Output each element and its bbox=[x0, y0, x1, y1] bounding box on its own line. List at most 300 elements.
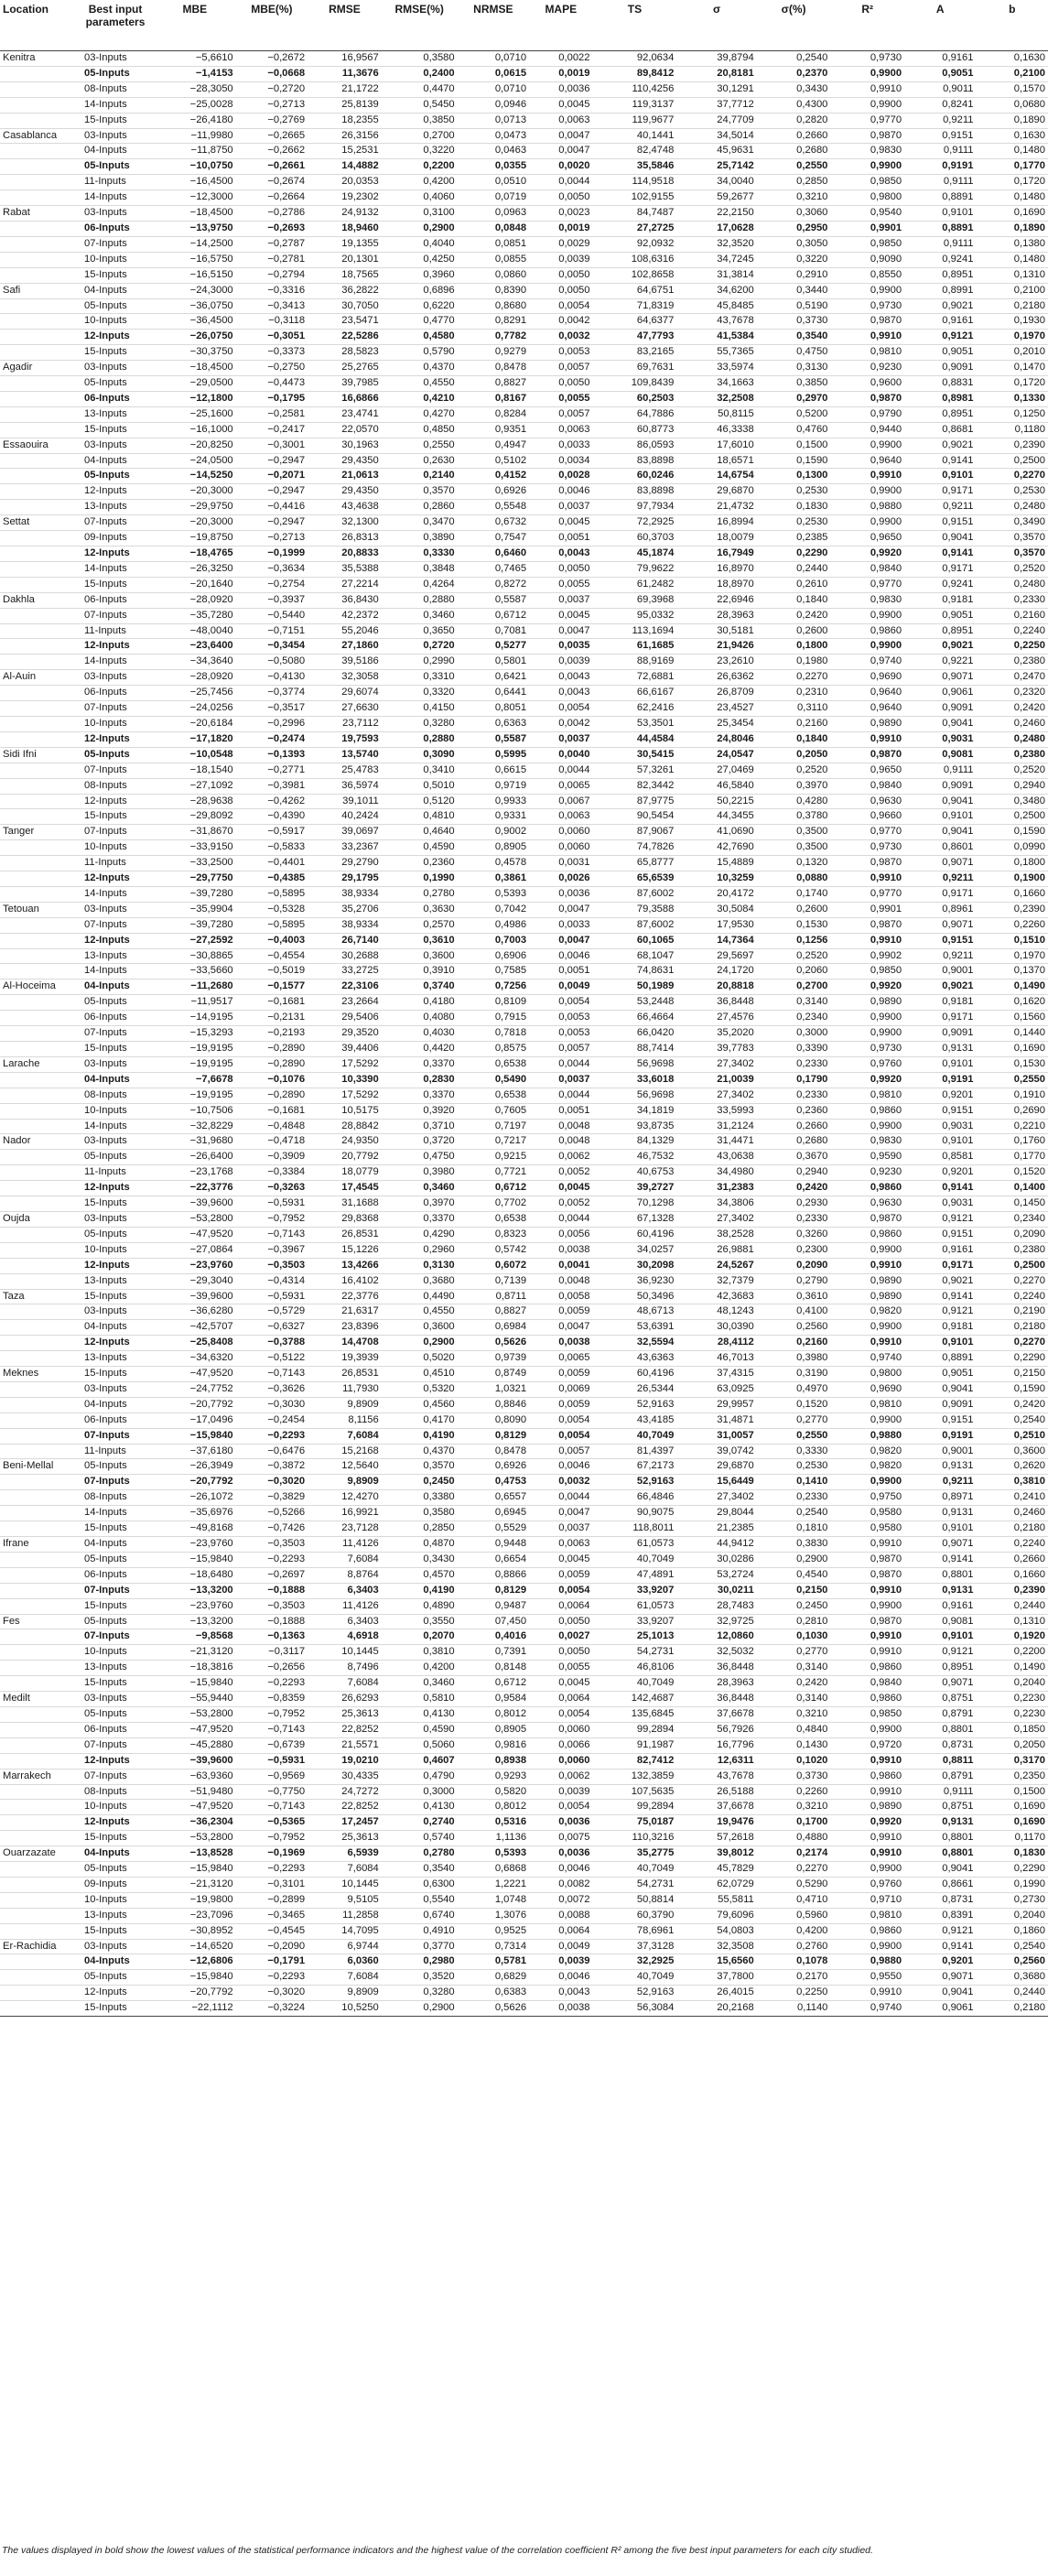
cell-sigma: 15,4889 bbox=[676, 856, 756, 871]
cell-input: 15-Inputs bbox=[77, 1289, 154, 1304]
cell-sigma-pct: 0,3330 bbox=[757, 1444, 831, 1459]
cell-rmse: 39,7985 bbox=[308, 376, 382, 392]
cell-ts: 52,9163 bbox=[593, 1475, 677, 1490]
cell-r2: 0,9830 bbox=[830, 592, 904, 608]
cell-b: 0,2340 bbox=[976, 1211, 1048, 1227]
table-row bbox=[0, 608, 1048, 623]
cell-sigma: 45,7829 bbox=[676, 1862, 756, 1878]
cell-sigma-pct: 0,2940 bbox=[757, 1165, 831, 1181]
cell-rmse-pct: 0,3520 bbox=[382, 1970, 458, 1986]
cell-sigma: 30,0390 bbox=[676, 1320, 756, 1336]
cell-mape: 0,0029 bbox=[529, 236, 592, 252]
cell-mbe: −47,9520 bbox=[154, 1800, 236, 1815]
cell-mbe-pct: −0,4416 bbox=[236, 500, 308, 515]
cell-mape: 0,0047 bbox=[529, 933, 592, 948]
cell-sigma-pct: 0,1980 bbox=[757, 655, 831, 670]
cell-mbe: −10,0548 bbox=[154, 747, 236, 763]
cell-a: 0,8951 bbox=[904, 267, 976, 283]
cell-input: 05-Inputs bbox=[77, 995, 154, 1011]
cell-a: 0,9061 bbox=[904, 2001, 976, 2017]
cell-a: 0,8601 bbox=[904, 840, 976, 856]
cell-sigma: 16,8994 bbox=[676, 515, 756, 531]
cell-sigma-pct: 0,1020 bbox=[757, 1753, 831, 1769]
cell-sigma: 21,0039 bbox=[676, 1072, 756, 1088]
cell-location bbox=[0, 1676, 77, 1692]
cell-rmse: 39,5186 bbox=[308, 655, 382, 670]
cell-b: 0,2420 bbox=[976, 701, 1048, 717]
cell-sigma-pct: 0,1700 bbox=[757, 1815, 831, 1831]
cell-mbe-pct: −0,3909 bbox=[236, 1150, 308, 1165]
cell-nrmse: 0,6868 bbox=[458, 1862, 529, 1878]
cell-b: 0,3570 bbox=[976, 531, 1048, 547]
cell-ts: 119,3137 bbox=[593, 97, 677, 113]
cell-location bbox=[0, 1954, 77, 1970]
cell-sigma-pct: 0,2900 bbox=[757, 1552, 831, 1567]
cell-nrmse: 0,0848 bbox=[458, 221, 529, 236]
cell-rmse-pct: 0,3680 bbox=[382, 1273, 458, 1289]
cell-mape: 0,0026 bbox=[529, 871, 592, 887]
table-row bbox=[0, 1273, 1048, 1289]
cell-sigma-pct: 0,2600 bbox=[757, 623, 831, 639]
cell-input: 14-Inputs bbox=[77, 561, 154, 577]
cell-a: 0,9021 bbox=[904, 639, 976, 655]
cell-rmse: 6,5939 bbox=[308, 1846, 382, 1862]
cell-mbe: −53,2800 bbox=[154, 1706, 236, 1722]
cell-a: 0,9151 bbox=[904, 1103, 976, 1119]
table-row bbox=[0, 406, 1048, 422]
cell-location bbox=[0, 1258, 77, 1273]
cell-ts: 66,4664 bbox=[593, 1011, 677, 1026]
table-row bbox=[0, 1490, 1048, 1506]
cell-location bbox=[0, 886, 77, 902]
cell-b: 0,1310 bbox=[976, 1614, 1048, 1629]
cell-b: 0,1910 bbox=[976, 1088, 1048, 1103]
cell-input: 03-Inputs bbox=[77, 1134, 154, 1150]
cell-ts: 83,2165 bbox=[593, 345, 677, 361]
cell-a: 0,8991 bbox=[904, 283, 976, 298]
cell-a: 0,9021 bbox=[904, 438, 976, 453]
cell-sigma: 31,3814 bbox=[676, 267, 756, 283]
cell-nrmse: 0,7391 bbox=[458, 1645, 529, 1661]
cell-rmse-pct: 0,4200 bbox=[382, 1661, 458, 1676]
cell-ts: 61,2482 bbox=[593, 577, 677, 592]
cell-sigma: 30,5181 bbox=[676, 623, 756, 639]
cell-rmse: 30,2688 bbox=[308, 948, 382, 964]
table-row bbox=[0, 206, 1048, 222]
cell-mape: 0,0051 bbox=[529, 1103, 592, 1119]
cell-nrmse: 0,7465 bbox=[458, 561, 529, 577]
cell-b: 0,1370 bbox=[976, 964, 1048, 980]
cell-rmse: 22,0570 bbox=[308, 422, 382, 438]
cell-input: 10-Inputs bbox=[77, 1103, 154, 1119]
cell-rmse-pct: 0,2700 bbox=[382, 128, 458, 144]
cell-sigma-pct: 0,2540 bbox=[757, 51, 831, 67]
cell-mape: 0,0048 bbox=[529, 1134, 592, 1150]
table-row bbox=[0, 1134, 1048, 1150]
cell-b: 0,2500 bbox=[976, 1258, 1048, 1273]
cell-a: 0,9121 bbox=[904, 1923, 976, 1939]
cell-sigma-pct: 0,2910 bbox=[757, 267, 831, 283]
cell-mbe-pct: −0,4130 bbox=[236, 670, 308, 686]
cell-rmse: 36,5974 bbox=[308, 778, 382, 794]
cell-b: 0,1560 bbox=[976, 1011, 1048, 1026]
cell-r2: 0,9910 bbox=[830, 330, 904, 345]
cell-rmse-pct: 0,2720 bbox=[382, 639, 458, 655]
cell-r2: 0,9910 bbox=[830, 1753, 904, 1769]
cell-input: 14-Inputs bbox=[77, 97, 154, 113]
cell-r2: 0,9740 bbox=[830, 1351, 904, 1367]
cell-b: 0,1770 bbox=[976, 159, 1048, 175]
cell-rmse-pct: 0,2740 bbox=[382, 1815, 458, 1831]
cell-mbe-pct: −0,2750 bbox=[236, 361, 308, 376]
cell-mbe-pct: −0,5931 bbox=[236, 1753, 308, 1769]
cell-mbe: −1,4153 bbox=[154, 66, 236, 81]
cell-b: 0,2510 bbox=[976, 1428, 1048, 1444]
cell-location bbox=[0, 1412, 77, 1428]
cell-b: 0,1510 bbox=[976, 933, 1048, 948]
cell-sigma: 37,6678 bbox=[676, 1800, 756, 1815]
cell-rmse-pct: 0,4060 bbox=[382, 190, 458, 206]
table-row bbox=[0, 438, 1048, 453]
cell-mbe: −36,4500 bbox=[154, 314, 236, 330]
cell-r2: 0,9900 bbox=[830, 438, 904, 453]
cell-r2: 0,9760 bbox=[830, 1056, 904, 1072]
cell-location: Meknes bbox=[0, 1367, 77, 1382]
cell-ts: 52,9163 bbox=[593, 1986, 677, 2001]
cell-r2: 0,9860 bbox=[830, 623, 904, 639]
cell-ts: 60,3790 bbox=[593, 1908, 677, 1923]
cell-r2: 0,9650 bbox=[830, 763, 904, 778]
table-row bbox=[0, 731, 1048, 747]
cell-mbe: −19,9800 bbox=[154, 1892, 236, 1908]
cell-sigma-pct: 0,2170 bbox=[757, 1970, 831, 1986]
table-row bbox=[0, 871, 1048, 887]
table-row bbox=[0, 1753, 1048, 1769]
cell-mbe-pct: −0,0668 bbox=[236, 66, 308, 81]
cell-input: 10-Inputs bbox=[77, 1800, 154, 1815]
cell-mbe-pct: −0,2454 bbox=[236, 1412, 308, 1428]
table-row bbox=[0, 933, 1048, 948]
cell-rmse: 30,7050 bbox=[308, 298, 382, 314]
cell-location bbox=[0, 1165, 77, 1181]
table-row bbox=[0, 655, 1048, 670]
cell-mape: 0,0042 bbox=[529, 314, 592, 330]
cell-input: 12-Inputs bbox=[77, 1815, 154, 1831]
cell-mape: 0,0044 bbox=[529, 1056, 592, 1072]
cell-ts: 113,1694 bbox=[593, 623, 677, 639]
cell-rmse: 31,1688 bbox=[308, 1196, 382, 1212]
cell-mbe-pct: −0,4545 bbox=[236, 1923, 308, 1939]
cell-b: 0,2260 bbox=[976, 917, 1048, 933]
cell-sigma: 24,0547 bbox=[676, 747, 756, 763]
cell-mbe-pct: −0,3051 bbox=[236, 330, 308, 345]
cell-sigma-pct: 0,3610 bbox=[757, 1289, 831, 1304]
table-row bbox=[0, 809, 1048, 825]
cell-sigma-pct: 0,3730 bbox=[757, 1769, 831, 1784]
cell-rmse-pct: 0,3770 bbox=[382, 1939, 458, 1954]
cell-nrmse: 0,5801 bbox=[458, 655, 529, 670]
cell-r2: 0,9870 bbox=[830, 1567, 904, 1583]
cell-mbe-pct: −0,3118 bbox=[236, 314, 308, 330]
cell-mbe: −19,9195 bbox=[154, 1056, 236, 1072]
cell-mbe: −32,8229 bbox=[154, 1119, 236, 1134]
cell-location: Tetouan bbox=[0, 902, 77, 917]
cell-mbe: −26,0750 bbox=[154, 330, 236, 345]
cell-nrmse: 0,6383 bbox=[458, 1986, 529, 2001]
cell-mbe: −26,4180 bbox=[154, 113, 236, 128]
cell-a: 0,9021 bbox=[904, 1273, 976, 1289]
cell-rmse: 39,0697 bbox=[308, 825, 382, 840]
cell-rmse: 27,1860 bbox=[308, 639, 382, 655]
cell-nrmse: 0,0355 bbox=[458, 159, 529, 175]
cell-input: 13-Inputs bbox=[77, 1351, 154, 1367]
table-row bbox=[0, 1877, 1048, 1892]
cell-sigma: 54,0803 bbox=[676, 1923, 756, 1939]
cell-mape: 0,0037 bbox=[529, 500, 592, 515]
cell-mbe: −39,9600 bbox=[154, 1289, 236, 1304]
cell-mbe: −18,1540 bbox=[154, 763, 236, 778]
cell-b: 0,2380 bbox=[976, 747, 1048, 763]
cell-mbe: −18,4500 bbox=[154, 361, 236, 376]
cell-input: 08-Inputs bbox=[77, 1490, 154, 1506]
cell-ts: 35,5846 bbox=[593, 159, 677, 175]
cell-a: 0,9141 bbox=[904, 1289, 976, 1304]
cell-input: 15-Inputs bbox=[77, 345, 154, 361]
cell-rmse: 10,1445 bbox=[308, 1877, 382, 1892]
cell-mbe: −12,1800 bbox=[154, 391, 236, 406]
cell-input: 12-Inputs bbox=[77, 547, 154, 562]
cell-b: 0,2540 bbox=[976, 1939, 1048, 1954]
cell-location bbox=[0, 1397, 77, 1412]
cell-b: 0,1900 bbox=[976, 871, 1048, 887]
cell-input: 07-Inputs bbox=[77, 825, 154, 840]
table-row bbox=[0, 1304, 1048, 1320]
cell-mbe: −11,2680 bbox=[154, 980, 236, 995]
cell-rmse: 25,3613 bbox=[308, 1706, 382, 1722]
cell-b: 0,2480 bbox=[976, 500, 1048, 515]
cell-ts: 44,4584 bbox=[593, 731, 677, 747]
cell-mbe: −31,9680 bbox=[154, 1134, 236, 1150]
cell-mape: 0,0019 bbox=[529, 66, 592, 81]
cell-sigma-pct: 0,3000 bbox=[757, 1026, 831, 1042]
cell-mape: 0,0045 bbox=[529, 608, 592, 623]
cell-b: 0,1830 bbox=[976, 1846, 1048, 1862]
cell-b: 0,2380 bbox=[976, 1242, 1048, 1258]
cell-nrmse: 0,9215 bbox=[458, 1150, 529, 1165]
cell-mbe: −19,9195 bbox=[154, 1088, 236, 1103]
cell-ts: 109,8439 bbox=[593, 376, 677, 392]
cell-mbe-pct: −0,3829 bbox=[236, 1490, 308, 1506]
cell-b: 0,2410 bbox=[976, 1490, 1048, 1506]
table-row bbox=[0, 1336, 1048, 1351]
cell-mbe: −11,9980 bbox=[154, 128, 236, 144]
cell-sigma-pct: 0,2330 bbox=[757, 1088, 831, 1103]
cell-rmse-pct: 0,3980 bbox=[382, 1165, 458, 1181]
cell-b: 0,2290 bbox=[976, 1351, 1048, 1367]
cell-ts: 62,2416 bbox=[593, 701, 677, 717]
header-rmse: RMSE bbox=[308, 0, 382, 51]
cell-sigma: 20,8181 bbox=[676, 66, 756, 81]
cell-rmse: 26,8531 bbox=[308, 1367, 382, 1382]
cell-b: 0,2500 bbox=[976, 809, 1048, 825]
cell-ts: 90,9075 bbox=[593, 1506, 677, 1521]
cell-r2: 0,9890 bbox=[830, 1289, 904, 1304]
cell-a: 0,8791 bbox=[904, 1706, 976, 1722]
table-row bbox=[0, 670, 1048, 686]
cell-location bbox=[0, 639, 77, 655]
cell-sigma-pct: 0,1500 bbox=[757, 438, 831, 453]
cell-mbe: −45,2880 bbox=[154, 1737, 236, 1753]
cell-rmse: 25,2765 bbox=[308, 361, 382, 376]
cell-rmse: 26,6293 bbox=[308, 1692, 382, 1707]
cell-mbe: −15,9840 bbox=[154, 1676, 236, 1692]
cell-b: 0,2190 bbox=[976, 1304, 1048, 1320]
table-row bbox=[0, 825, 1048, 840]
cell-ts: 37,3128 bbox=[593, 1939, 677, 1954]
cell-sigma: 14,6754 bbox=[676, 469, 756, 484]
cell-sigma-pct: 0,5200 bbox=[757, 406, 831, 422]
cell-nrmse: 0,6441 bbox=[458, 686, 529, 701]
cell-mape: 0,0067 bbox=[529, 794, 592, 809]
cell-b: 0,2540 bbox=[976, 1412, 1048, 1428]
cell-mbe-pct: −0,2947 bbox=[236, 453, 308, 469]
table-row bbox=[0, 1459, 1048, 1475]
cell-mape: 0,0039 bbox=[529, 252, 592, 267]
cell-r2: 0,9901 bbox=[830, 221, 904, 236]
cell-rmse-pct: 0,5010 bbox=[382, 778, 458, 794]
cell-b: 0,3810 bbox=[976, 1475, 1048, 1490]
cell-mbe-pct: −0,2754 bbox=[236, 577, 308, 592]
table-row bbox=[0, 1784, 1048, 1800]
cell-rmse: 20,1301 bbox=[308, 252, 382, 267]
cell-mbe: −39,9600 bbox=[154, 1753, 236, 1769]
cell-r2: 0,9910 bbox=[830, 469, 904, 484]
cell-sigma-pct: 0,3500 bbox=[757, 825, 831, 840]
cell-r2: 0,9870 bbox=[830, 747, 904, 763]
cell-b: 0,2100 bbox=[976, 66, 1048, 81]
cell-a: 0,9211 bbox=[904, 113, 976, 128]
cell-b: 0,1170 bbox=[976, 1831, 1048, 1846]
cell-mape: 0,0057 bbox=[529, 361, 592, 376]
cell-nrmse: 0,8478 bbox=[458, 1444, 529, 1459]
cell-b: 0,1480 bbox=[976, 190, 1048, 206]
cell-nrmse: 0,5742 bbox=[458, 1242, 529, 1258]
cell-r2: 0,9900 bbox=[830, 484, 904, 500]
cell-rmse: 21,0613 bbox=[308, 469, 382, 484]
cell-rmse-pct: 0,4040 bbox=[382, 236, 458, 252]
cell-location bbox=[0, 948, 77, 964]
cell-mbe: −22,1112 bbox=[154, 2001, 236, 2017]
cell-mape: 0,0063 bbox=[529, 422, 592, 438]
cell-mbe-pct: −0,4848 bbox=[236, 1119, 308, 1134]
cell-mbe-pct: −0,2769 bbox=[236, 113, 308, 128]
table-row bbox=[0, 113, 1048, 128]
cell-mbe: −18,6480 bbox=[154, 1567, 236, 1583]
cell-sigma-pct: 0,3140 bbox=[757, 1692, 831, 1707]
table-row bbox=[0, 1970, 1048, 1986]
cell-nrmse: 0,9293 bbox=[458, 1769, 529, 1784]
cell-rmse: 27,6630 bbox=[308, 701, 382, 717]
cell-mbe-pct: −0,4554 bbox=[236, 948, 308, 964]
cell-sigma-pct: 0,3210 bbox=[757, 1706, 831, 1722]
cell-mbe: −24,3000 bbox=[154, 283, 236, 298]
cell-ts: 60,1065 bbox=[593, 933, 677, 948]
cell-rmse: 30,4335 bbox=[308, 1769, 382, 1784]
cell-b: 0,1490 bbox=[976, 1661, 1048, 1676]
cell-mape: 0,0054 bbox=[529, 701, 592, 717]
cell-mape: 0,0039 bbox=[529, 1784, 592, 1800]
cell-rmse: 22,3776 bbox=[308, 1289, 382, 1304]
cell-sigma-pct: 0,2420 bbox=[757, 608, 831, 623]
cell-r2: 0,9880 bbox=[830, 1954, 904, 1970]
cell-ts: 25,1013 bbox=[593, 1629, 677, 1645]
cell-a: 0,9051 bbox=[904, 1367, 976, 1382]
table-row bbox=[0, 1954, 1048, 1970]
cell-ts: 26,5344 bbox=[593, 1381, 677, 1397]
cell-b: 0,3680 bbox=[976, 1970, 1048, 1986]
cell-nrmse: 0,0463 bbox=[458, 144, 529, 159]
cell-mbe-pct: −0,5895 bbox=[236, 917, 308, 933]
cell-mape: 0,0037 bbox=[529, 1521, 592, 1537]
cell-b: 0,2240 bbox=[976, 1289, 1048, 1304]
cell-r2: 0,9860 bbox=[830, 1661, 904, 1676]
cell-location bbox=[0, 547, 77, 562]
cell-mape: 0,0063 bbox=[529, 809, 592, 825]
cell-mape: 0,0036 bbox=[529, 81, 592, 97]
table-row bbox=[0, 283, 1048, 298]
cell-mbe: −26,6400 bbox=[154, 1150, 236, 1165]
cell-mbe-pct: −0,5080 bbox=[236, 655, 308, 670]
cell-sigma: 30,0211 bbox=[676, 1583, 756, 1598]
cell-rmse-pct: 0,2570 bbox=[382, 917, 458, 933]
cell-location bbox=[0, 856, 77, 871]
cell-input: 15-Inputs bbox=[77, 1196, 154, 1212]
cell-nrmse: 0,4753 bbox=[458, 1475, 529, 1490]
cell-location bbox=[0, 1800, 77, 1815]
cell-rmse-pct: 0,3960 bbox=[382, 267, 458, 283]
cell-sigma-pct: 0,2550 bbox=[757, 1428, 831, 1444]
cell-sigma: 18,8970 bbox=[676, 577, 756, 592]
cell-sigma: 34,6200 bbox=[676, 283, 756, 298]
cell-rmse: 33,2367 bbox=[308, 840, 382, 856]
cell-location: Kenitra bbox=[0, 51, 77, 67]
cell-nrmse: 0,9002 bbox=[458, 825, 529, 840]
cell-b: 0,1760 bbox=[976, 1134, 1048, 1150]
cell-nrmse: 0,3861 bbox=[458, 871, 529, 887]
cell-mbe: −15,9840 bbox=[154, 1862, 236, 1878]
cell-nrmse: 0,7782 bbox=[458, 330, 529, 345]
cell-rmse-pct: 0,3740 bbox=[382, 980, 458, 995]
table-row bbox=[0, 1196, 1048, 1212]
cell-ts: 88,7414 bbox=[593, 1042, 677, 1057]
cell-rmse: 6,9744 bbox=[308, 1939, 382, 1954]
cell-r2: 0,9900 bbox=[830, 1119, 904, 1134]
cell-sigma: 55,5811 bbox=[676, 1892, 756, 1908]
cell-mbe-pct: −0,3517 bbox=[236, 701, 308, 717]
cell-mape: 0,0060 bbox=[529, 1722, 592, 1737]
table-row bbox=[0, 515, 1048, 531]
cell-sigma-pct: 0,2160 bbox=[757, 716, 831, 731]
cell-mape: 0,0022 bbox=[529, 51, 592, 67]
cell-r2: 0,9890 bbox=[830, 1800, 904, 1815]
cell-a: 0,9201 bbox=[904, 1088, 976, 1103]
cell-rmse-pct: 0,2990 bbox=[382, 655, 458, 670]
cell-sigma: 42,7690 bbox=[676, 840, 756, 856]
cell-a: 0,9161 bbox=[904, 1598, 976, 1614]
cell-nrmse: 0,0713 bbox=[458, 113, 529, 128]
cell-mape: 0,0054 bbox=[529, 1428, 592, 1444]
cell-nrmse: 0,5529 bbox=[458, 1521, 529, 1537]
